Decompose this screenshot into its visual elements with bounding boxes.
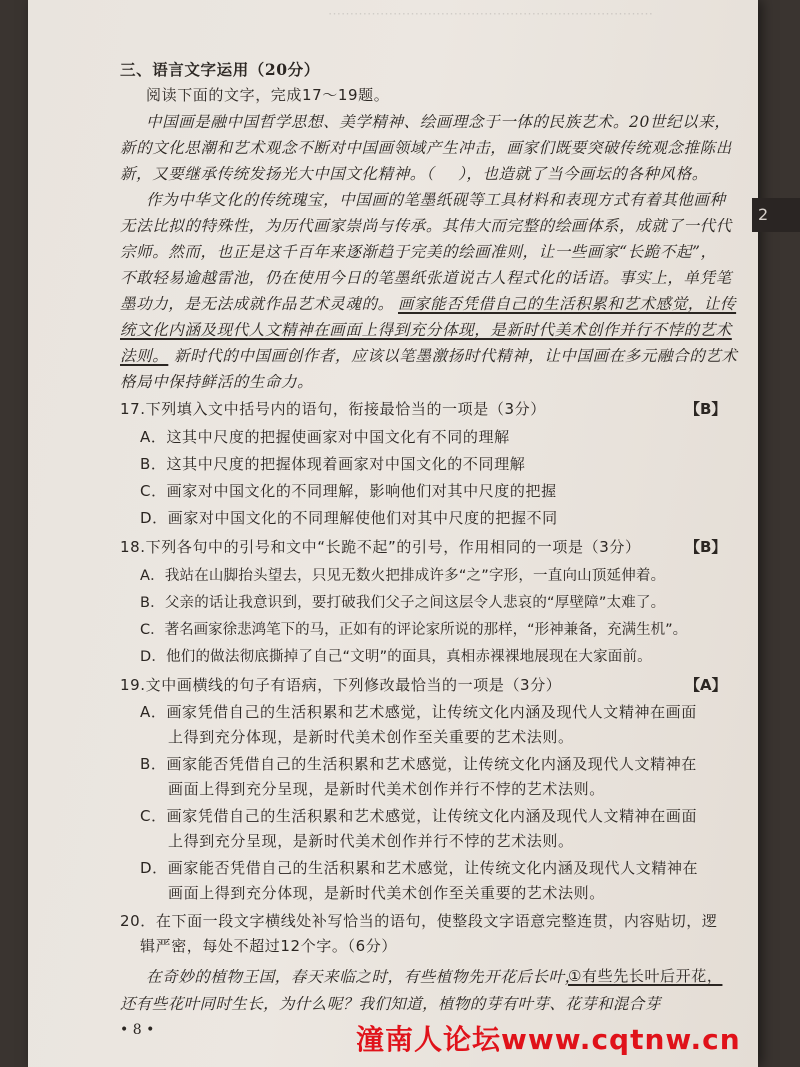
passage-line: 格局中保持鲜活的生命力。 [120, 373, 314, 391]
passage-line: ），也造就了当今画坛的各种风格。 [458, 165, 708, 183]
passage-intro: 阅读下面的文字，完成17～19题。 [146, 86, 390, 104]
q19-option-cont: 画面上得到充分呈现，是新时代美术创作并行不悖的艺术法则。 [168, 780, 605, 798]
q20-stem: 20．在下面一段文字横线处补写恰当的语句，使整段文字语意完整连贯，内容贴切，逻 [120, 912, 718, 930]
passage-line: 新，又要继承传统发扬光大中国文化精神。（ [120, 165, 435, 183]
handwritten-answer: ①有些先长叶后开花， [568, 967, 723, 985]
q19-answer: 【A】 [685, 676, 727, 694]
passage-line: 中国画是融中国哲学思想、美学精神、绘画理念于一体的民族艺术。20世纪以来， [146, 113, 731, 131]
passage-line: 作为中华文化的传统瑰宝，中国画的笔墨纸砚等工具材料和表现方式有着其他画种 [146, 191, 726, 209]
q19-option-cont: 上得到充分体现，是新时代美术创作至关重要的艺术法则。 [168, 728, 574, 746]
q20-stem-cont: 辑严密，每处不超过12个字。（6分） [140, 937, 397, 955]
q19-option: B．画家能否凭借自己的生活积累和艺术感觉，让传统文化内涵及现代人文精神在 [140, 755, 697, 773]
q19-option: C．画家凭借自己的生活积累和艺术感觉，让传统文化内涵及现代人文精神在画面 [140, 807, 698, 825]
passage-line: 新的文化思潮和艺术观念不断对中国画领域产生冲击，画家们既要突破传统观念推陈出 [120, 139, 732, 157]
q19-option-cont: 上得到充分呈现，是新时代美术创作并行不悖的艺术法则。 [168, 832, 574, 850]
next-page-edge: 2 [752, 198, 800, 232]
q17-option: A．这其中尺度的把握使画家对中国文化有不同的理解 [140, 428, 510, 446]
q18-stem: 18.下列各句中的引号和文中“长跪不起”的引号，作用相同的一项是（3分） [120, 538, 641, 556]
q20-text: 还有些花叶同时生长，为什么呢？我们知道，植物的芽有叶芽、花芽和混合芽 [120, 995, 661, 1013]
q17-option: D．画家对中国文化的不同理解使他们对其中尺度的把握不同 [140, 509, 558, 527]
q19-option-cont: 画面上得到充分体现，是新时代美术创作至关重要的艺术法则。 [168, 884, 605, 902]
page-number: • 8 • [120, 1022, 155, 1038]
exam-page [28, 0, 758, 1067]
q18-answer: 【B】 [685, 538, 727, 556]
section-title: 三、语言文字运用（20分） [120, 60, 320, 79]
underlined-sentence: 统文化内涵及现代人文精神在画面上得到充分体现，是新时代美术创作并行不悖的艺术 [120, 321, 732, 339]
q19-option: A．画家凭借自己的生活积累和艺术感觉，让传统文化内涵及现代人文精神在画面 [140, 703, 697, 721]
passage-line: 新时代的中国画创作者，应该以笔墨激扬时代精神，让中国画在多元融合的艺术 [174, 347, 738, 365]
q18-option: B．父亲的话让我意识到，要打破我们父子之间这层令人悲哀的“厚壁障”太难了。 [140, 595, 666, 611]
q18-option: A．我站在山脚抬头望去，只见无数火把排成许多“之”字形，一直向山顶延伸着。 [140, 568, 666, 584]
q20-text: 在奇妙的植物王国，春天来临之时，有些植物先开花后长叶， [146, 968, 581, 986]
bleed-through-text: ⋯⋯⋯⋯⋯⋯⋯⋯⋯⋯⋯⋯⋯⋯⋯⋯⋯⋯⋯⋯⋯⋯⋯⋯⋯ [328, 7, 653, 22]
q17-stem: 17.下列填入文中括号内的语句，衔接最恰当的一项是（3分） [120, 400, 546, 418]
passage-line: 宗师。然而，也正是这千百年来逐渐趋于完美的绘画准则，让一些画家“长跪不起”， [120, 243, 717, 261]
q19-stem: 19.文中画横线的句子有语病，下列修改最恰当的一项是（3分） [120, 676, 562, 694]
underlined-sentence: 法则。 [120, 347, 169, 365]
q19-option: D．画家能否凭借自己的生活积累和艺术感觉，让传统文化内涵及现代人文精神在 [140, 859, 699, 877]
q17-option: C．画家对中国文化的不同理解，影响他们对其中尺度的把握 [140, 482, 557, 500]
passage-line: 墨功力，是无法成就作品艺术灵魂的。 [120, 295, 394, 313]
underlined-sentence: 画家能否凭借自己的生活积累和艺术感觉，让传 [398, 295, 737, 313]
q17-answer: 【B】 [685, 400, 727, 418]
q18-option: C．著名画家徐悲鸿笔下的马，正如有的评论家所说的那样，“形神兼备，充满生机”。 [140, 622, 688, 638]
q17-option: B．这其中尺度的把握体现着画家对中国文化的不同理解 [140, 455, 526, 473]
passage-line: 无法比拟的特殊性，为历代画家崇尚与传承。其伟大而完整的绘画体系，成就了一代代 [120, 217, 732, 235]
passage-line: 不敢轻易逾越雷池，仍在使用今日的笔墨纸张道说古人程式化的话语。事实上，单凭笔 [120, 269, 732, 287]
watermark: 潼南人论坛www.cqtnw.cn [356, 1023, 741, 1056]
q18-option: D．他们的做法彻底撕掉了自己“文明”的面具，真相赤裸裸地展现在大家面前。 [140, 649, 652, 665]
